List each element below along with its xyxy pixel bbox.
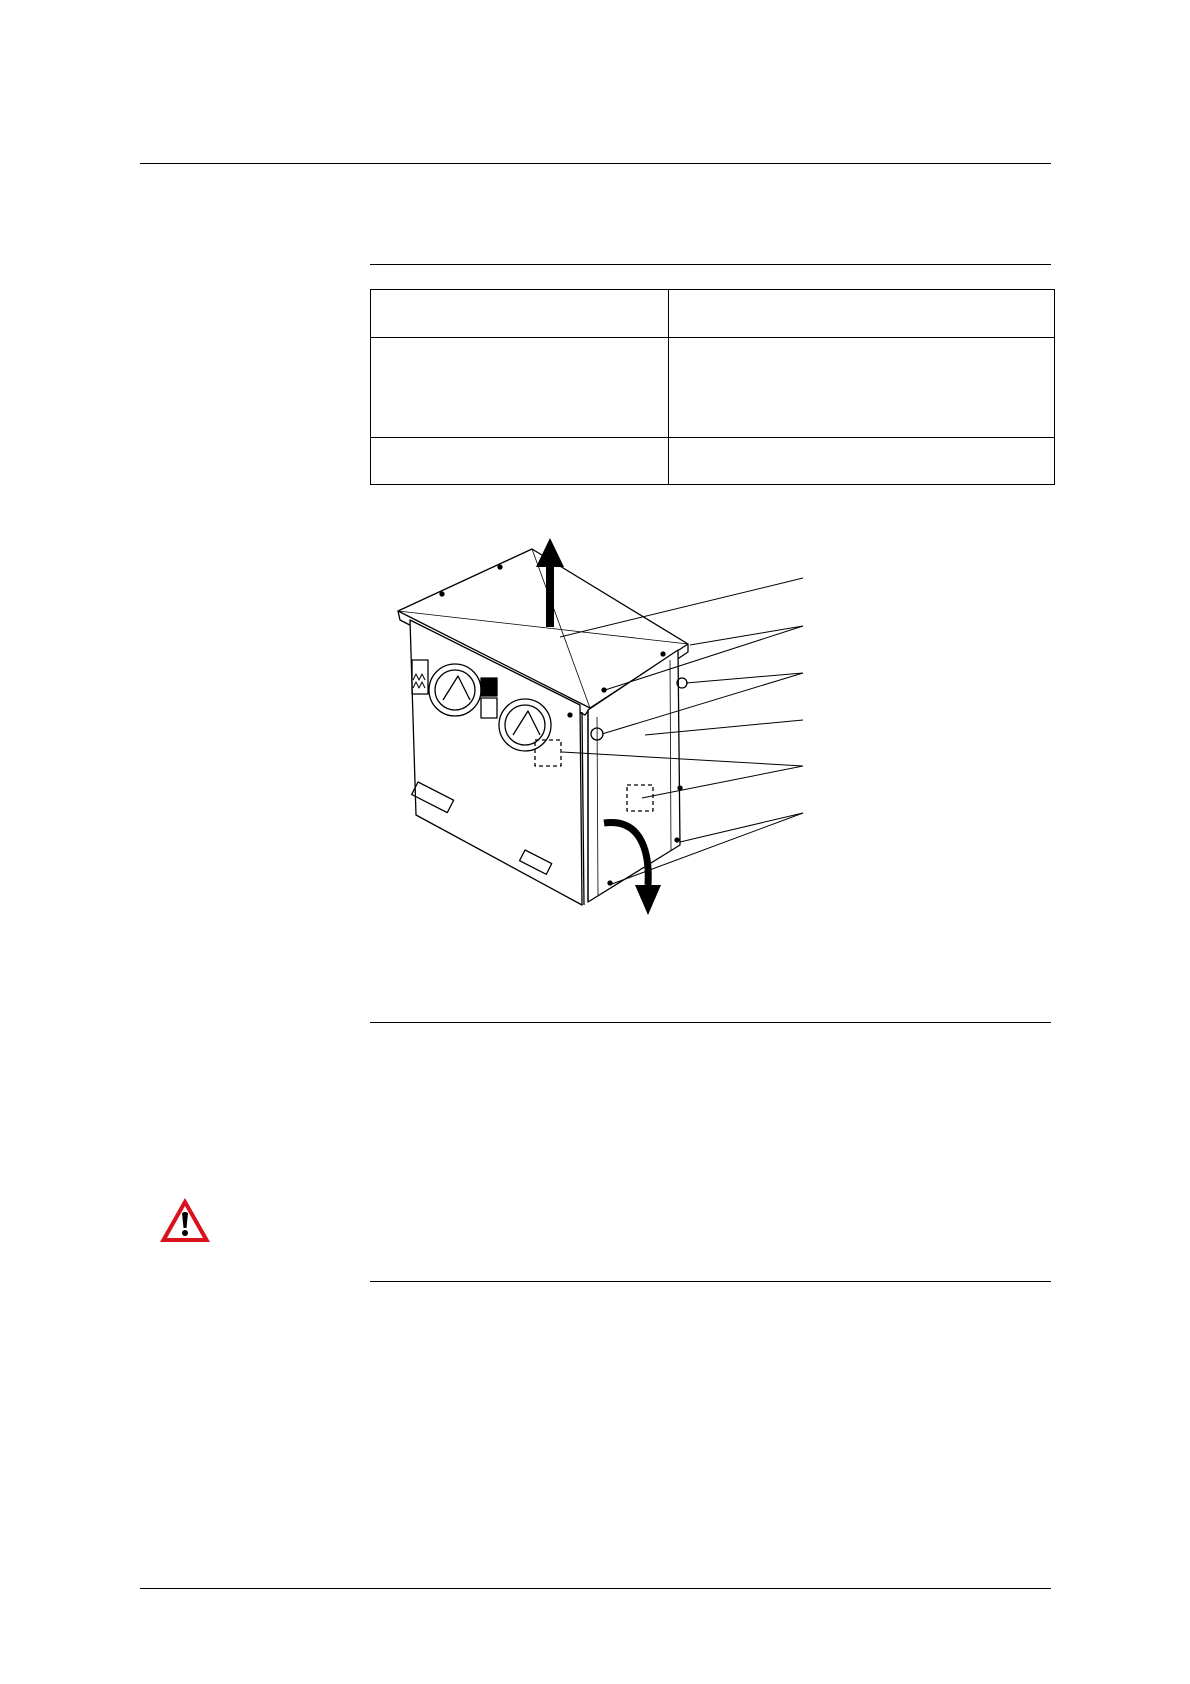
- table-cell: [371, 290, 669, 338]
- footer-rule: [140, 1588, 1051, 1589]
- table-cell: [669, 290, 1055, 338]
- table-row: [371, 338, 1055, 438]
- warning-triangle-icon: [158, 1196, 212, 1244]
- table-cell: [669, 338, 1055, 438]
- header-rule: [140, 163, 1051, 164]
- section-rule: [370, 264, 1051, 265]
- spec-table: [370, 289, 1055, 485]
- table-row: [371, 438, 1055, 485]
- slide-arrowhead: [635, 885, 661, 915]
- table-row: [371, 290, 1055, 338]
- table-cell: [669, 438, 1055, 485]
- enclosure-drawing: [370, 520, 830, 930]
- table-cell: [371, 438, 669, 485]
- table-cell: [371, 338, 669, 438]
- section-rule: [370, 1281, 1051, 1282]
- section-rule: [370, 1022, 1051, 1023]
